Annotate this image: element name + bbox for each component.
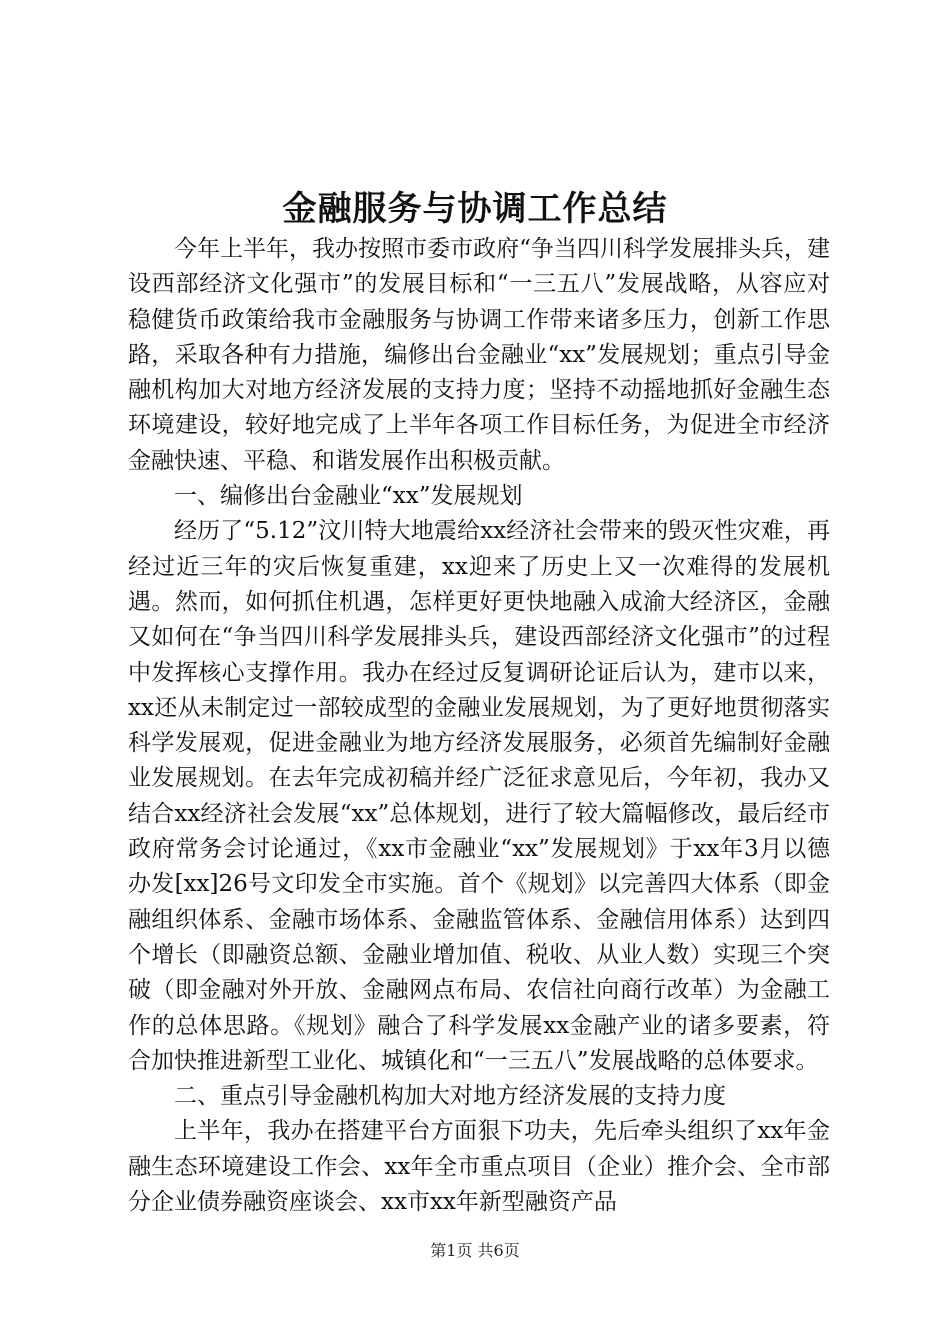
- section-1-paragraph: 经历了“5.12”汶川特大地震给xx经济社会带来的毁灭性灾难，再经过近三年的灾后恢复重建，xx迎来了历史上又一次难得的发展机遇。然而，如何抓住机遇，怎样更好更快地融入成渝大经济区，金融又如何在“争当四川科学发展排头兵，建设西部经济文化强市”的过程中发挥核心支撑作用。我办在经过反复调研论证后认为，建市以来，xx还从未制定过一部较成型的金融业发展规划，为了更好地贯彻落实科学发展观，促进金融业为地方经济发展服务，必须首先编制好金融业发展规划。在去年完成初稿并经广泛征求意见后，今年初，我办又结合xx经济社会发展“xx”总体规划，进行了较大篇幅修改，最后经市政府常务会讨论通过，《xx市金融业“xx”发展规划》于xx年3月以德办发[xx]26号文印发全市实施。首个《规划》以完善四大体系（即金融组织体系、金融市场体系、金融监管体系、金融信用体系）达到四个增长（即融资总额、金融业增加值、税收、从业人数）实现三个突破（即金融对外开放、金融网点布局、农信社向商行改革）为金融工作的总体思路。《规划》融合了科学发展xx金融产业的诸多要素，符合加快推进新型工业化、城镇化和“一三五八”发展战略的总体要求。: [128, 518, 830, 1074]
- intro-paragraph: 今年上半年，我办按照市委市政府“争当四川科学发展排头兵，建设西部经济文化强市”的发展目标和“一三五八”发展战略，从容应对稳健货币政策给我市金融服务与协调工作带来诸多压力，创新工作思路，采取各种有力措施，编修出台金融业“xx”发展规划；重点引导金融机构加大对地方经济发展的支持力度；坚持不动摇地抓好金融生态环境建设，较好地完成了上半年各项工作目标任务，为促进全市经济金融快速、平稳、和谐发展作出积极贡献。: [128, 236, 830, 474]
- section-2-paragraph: 上半年，我办在搭建平台方面狠下功夫，先后牵头组织了xx年金融生态环境建设工作会、xx年全市重点项目（企业）推介会、全市部分企业债券融资座谈会、xx市xx年新型融资产品: [128, 1118, 830, 1216]
- page-number-footer: 第1页 共6页: [430, 1241, 520, 1260]
- document-body: [128, 232, 830, 1220]
- section-heading-2: 二、重点引导金融机构加大对地方经济发展的支持力度: [174, 1083, 726, 1110]
- section-heading-1: 一、编修出台金融业“xx”发展规划: [174, 483, 523, 510]
- document-title: 金融服务与协调工作总结: [282, 189, 668, 229]
